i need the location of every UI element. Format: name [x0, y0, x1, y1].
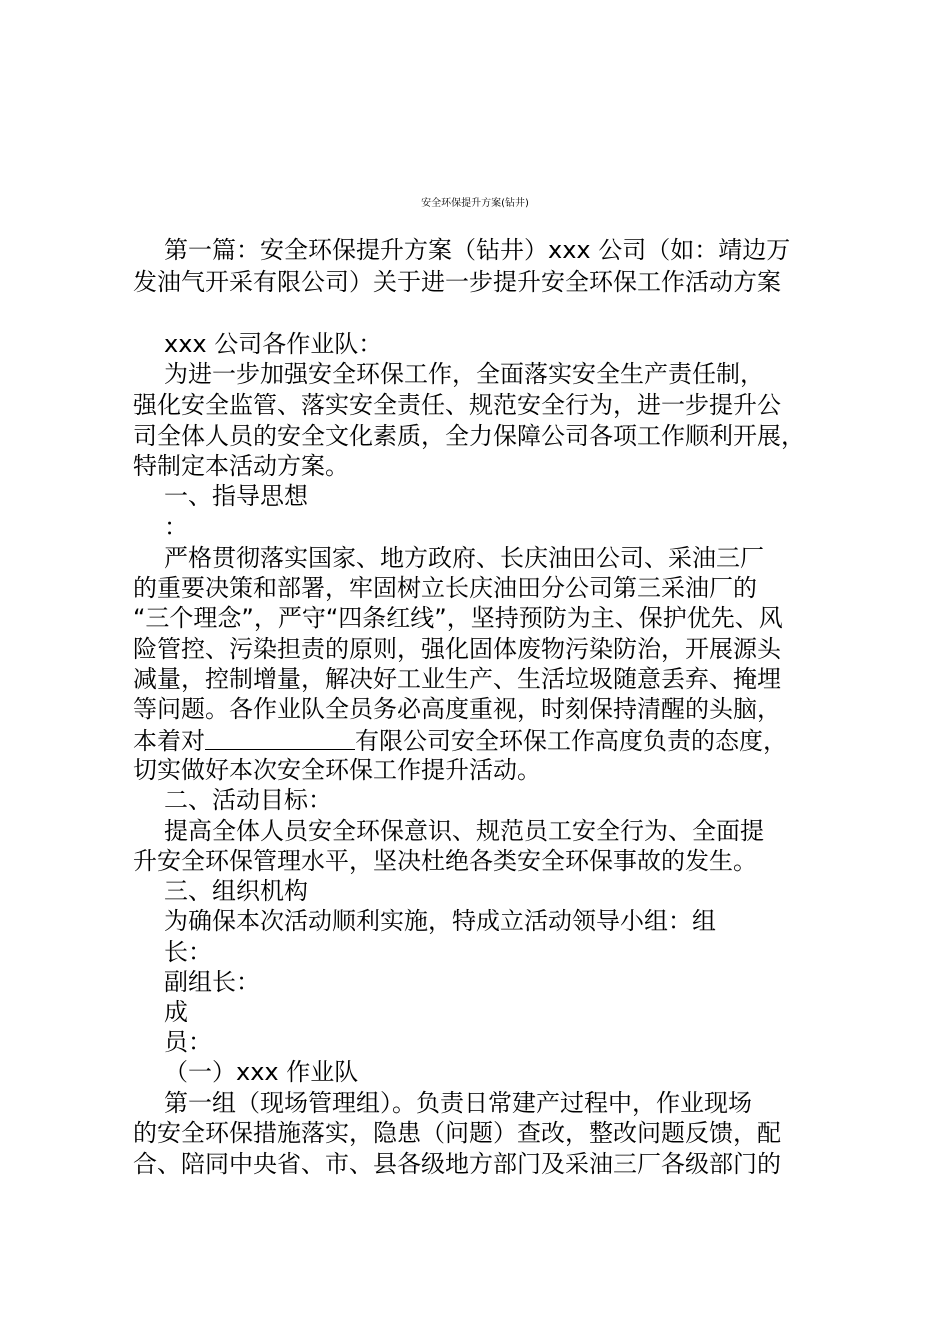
- text-line: 强化安全监管、落实安全责任、规范安全行为，进一步提升公: [133, 391, 781, 419]
- section-heading: 一、指导思想: [164, 482, 308, 510]
- text-line: 发油气开采有限公司）关于进一步提升安全环保工作活动方案: [133, 268, 781, 296]
- document-title: 安全环保提升方案(钻井): [421, 198, 529, 209]
- text-line: 的安全环保措施落实，隐患（问题）查改，整改问题反馈，配: [133, 1119, 781, 1147]
- text-line: 严格贯彻落实国家、地方政府、长庆油田公司、采油三厂: [164, 544, 764, 572]
- text-segment: 本着对: [133, 727, 205, 755]
- text-line: 切实做好本次安全环保工作提升活动。: [133, 756, 541, 784]
- section-heading: 二、活动目标：: [164, 786, 332, 814]
- text-line: 的重要决策和部署，牢固树立长庆油田分公司第三采油厂的: [133, 574, 757, 602]
- text-line: xxx 公司各作业队：: [164, 330, 383, 358]
- text-line: 升安全环保管理水平，坚决杜绝各类安全环保事故的发生。: [133, 847, 757, 875]
- text-line: “三个理念”，严守“四条红线”，坚持预防为主、保护优先、风: [133, 604, 783, 632]
- section-heading: （一）xxx 作业队: [164, 1058, 359, 1086]
- text-line: 合、陪同中央省、市、县各级地方部门及采油三厂各级部门的: [133, 1150, 781, 1178]
- text-line: 提高全体人员安全环保意识、规范员工安全行为、全面提: [164, 817, 764, 845]
- text-line: 员：: [164, 1028, 212, 1056]
- text-line: ：: [164, 513, 188, 541]
- text-line: 险管控、污染担责的原则，强化固体废物污染防治，开展源头: [133, 635, 781, 663]
- text-line: 减量，控制增量，解决好工业生产、生活垃圾随意丢弃、掩埋: [133, 665, 781, 693]
- text-line: 司全体人员的安全文化素质，全力保障公司各项工作顺利开展，: [133, 422, 805, 450]
- text-line: 长：: [164, 938, 212, 966]
- text-line-with-blank: [133, 723, 787, 755]
- text-line: 等问题。各作业队全员务必高度重视，时刻保持清醒的头脑，: [133, 695, 781, 723]
- text-segment: 有限公司安全环保工作高度负责的态度，: [355, 727, 787, 755]
- text-line: 为确保本次活动顺利实施，特成立活动领导小组：组: [164, 907, 716, 935]
- text-line: 特制定本活动方案。: [133, 452, 349, 480]
- text-line: 副组长：: [164, 968, 260, 996]
- text-line: 第一篇：安全环保提升方案（钻井）xxx 公司（如：靖边万: [164, 236, 791, 264]
- section-heading: 三、组织机构: [164, 877, 308, 905]
- text-line: 第一组（现场管理组）。负责日常建产过程中，作业现场: [164, 1089, 752, 1117]
- fill-in-blank: [205, 723, 355, 750]
- text-line: 成: [164, 998, 188, 1026]
- text-line: 为进一步加强安全环保工作，全面落实安全生产责任制，: [164, 360, 764, 388]
